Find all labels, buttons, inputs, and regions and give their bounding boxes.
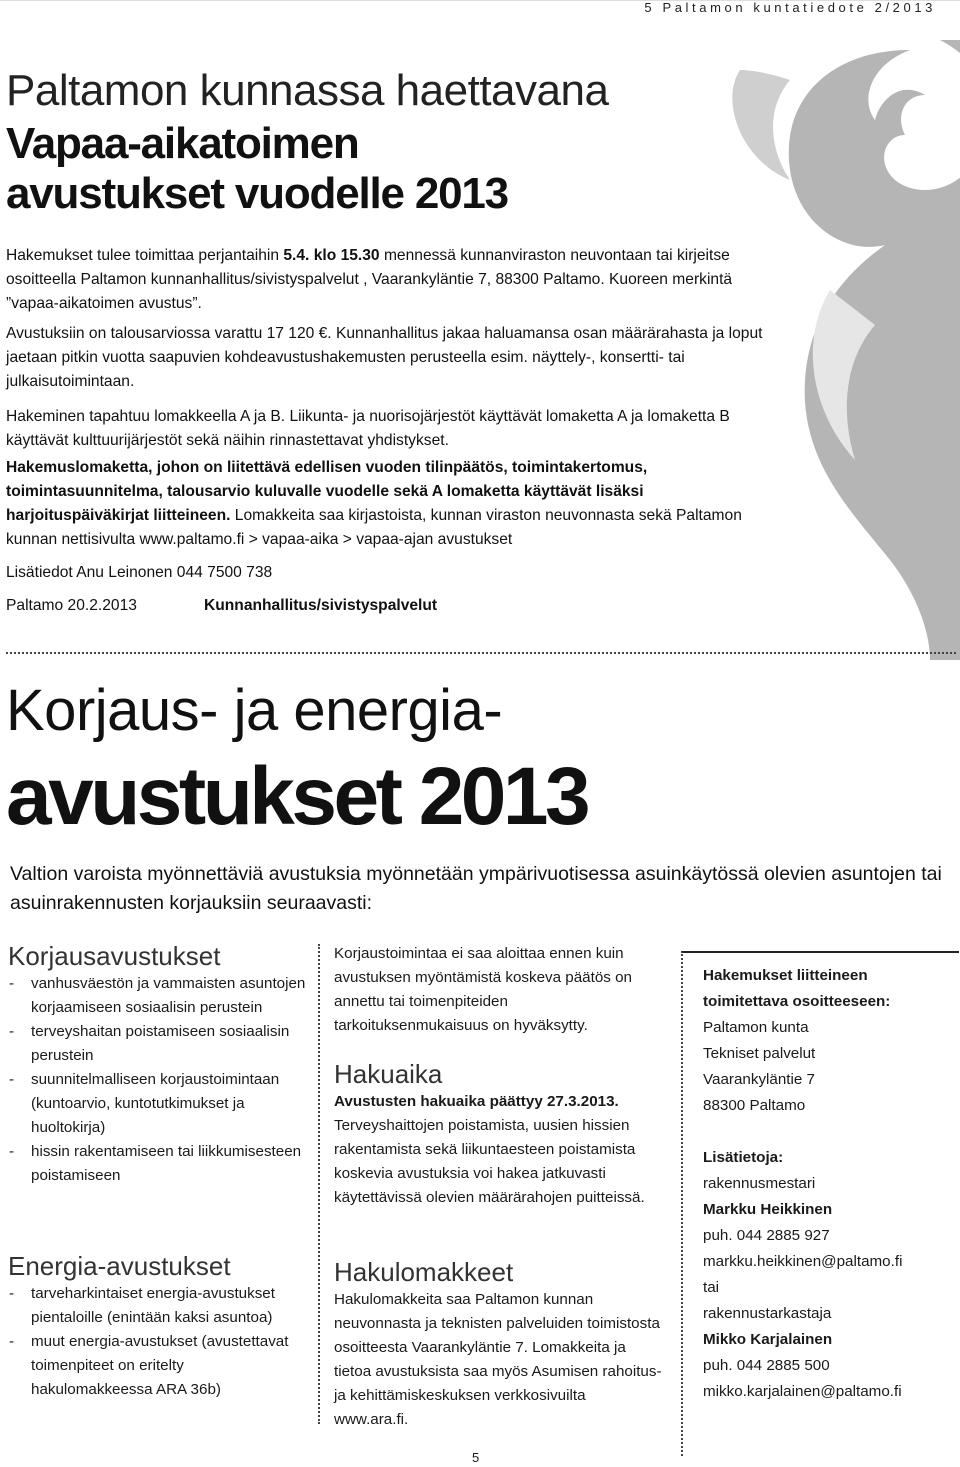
box-heading: Hakemukset liitteineen toimitettava osoitteeseen: (703, 967, 891, 1010)
article1-title-bold-line1: Vapaa-aikatoimen (6, 119, 359, 168)
list-item: - tarveharkintaiset energia-avustukset pientaloille (enintään kaksi asuntoa) (8, 1282, 308, 1330)
hakuaika-section (334, 1058, 664, 1210)
list-item: - hissin rakentamiseen tai liikkumisesteen poistamiseen (8, 1140, 308, 1188)
korjausavustukset-heading: Korjausavustukset (8, 941, 221, 971)
application-address-box (681, 951, 959, 1456)
box-address-line: Vaarankyläntie 7 (703, 1071, 816, 1088)
article1-paragraph-3: Hakeminen tapahtuu lomakkeella A ja B. Liikunta- ja nuorisojärjestöt käyttävät lomaketta A ja lomaketta B käyttävät kulttuurijärjestöt sekä näihin rinnastettavat yhdistykset. (6, 408, 730, 449)
hakulomakkeet-section (334, 1256, 664, 1432)
article1-title-light: Paltamon kunnassa haettavana (6, 66, 609, 115)
contact2-title: rakennustarkastaja (703, 1305, 832, 1322)
box-info-heading: Lisätietoja: (703, 1149, 784, 1166)
list-item: - suunnitelmalliseen korjaustoimintaan (kuntoarvio, kuntotutkimukset ja huoltokirja) (8, 1068, 308, 1140)
hakulomakkeet-heading: Hakulomakkeet (334, 1257, 514, 1287)
article1-contact: Lisätiedot Anu Leinonen 044 7500 738 (6, 564, 273, 581)
hakulomakkeet-text: Hakulomakkeita saa Paltamon kunnan neuvonnasta ja teknisten palveluiden toimistosta osoitteesta Vaarankyläntie 7. Lomakkeita ja tietoa avustuksista saa myös Asumisen rahoitus- ja kehittämiskeskuksen verkkosivuilta www.ara.fi. (334, 1291, 662, 1428)
running-header: 5 Paltamon kuntatiedote 2/2013 (644, 0, 936, 15)
energia-avustukset-section (8, 1250, 308, 1402)
article1-signature-org: Kunnanhallitus/sivistyspalvelut (204, 597, 438, 614)
article1-paragraph-2: Avustuksiin on talousarviossa varattu 17 120 €. Kunnanhallitus jakaa haluamansa osan määrärahasta ja loput jaetaan pitkin vuotta saapuvien kohdeavustushakemusten perusteella esim. näyttely-, konsertti- tai julkaisutoimintaan. (6, 325, 763, 390)
column-divider (318, 944, 320, 1424)
list-item: - terveyshaitan poistamiseen sosiaalisin perustein (8, 1020, 308, 1068)
article2-title-light: Korjaus- ja energia- (6, 678, 503, 743)
korjaustoiminta-note: Korjaustoimintaa ei saa aloittaa ennen kuin avustuksen myöntämistä koskeva päätös on annettu tai toimenpiteiden tarkoituksenmukaisuus on hyväksytty. (334, 945, 633, 1034)
hakuaika-text: Terveyshaittojen poistamista, uusien hissien rakentamista sekä liikuntaesteen poistamista koskevia avustuksia voi hakea jatkuvasti käytettävissä olevien määrärahojen puitteissä. (334, 1117, 645, 1206)
energia-avustukset-list (8, 1282, 308, 1402)
contact2-phone: puh. 044 2885 500 (703, 1357, 830, 1374)
box-address-line: Tekniset palvelut (703, 1045, 816, 1062)
contact2-name: Mikko Karjalainen (703, 1331, 833, 1348)
energia-avustukset-heading: Energia-avustukset (8, 1251, 231, 1281)
korjausavustukset-list (8, 972, 308, 1188)
article2-intro: Valtion varoista myönnettäviä avustuksia myönnetään ympärivuotisessa asuinkäytössä olevien asuntojen tai asuinrakennusten korjauksiin seuraavasti: (10, 863, 942, 914)
contact1-title: rakennusmestari (703, 1175, 816, 1192)
contact-or: tai (703, 1279, 720, 1296)
contact1-name: Markku Heikkinen (703, 1201, 833, 1218)
article1-paragraph-1: Hakemukset tulee toimittaa perjantaihin 5.4. klo 15.30 mennessä kunnanviraston neuvontaan tai kirjeitse osoitteella Paltamon kunnanhallitus/sivistyspalvelut , Vaarankyläntie 7, 88300 Paltamo. Kuoreen merkintä ”vapaa-aikatoimen avustus”. (6, 247, 733, 312)
article1-paragraph-4: Hakemuslomaketta, johon on liitettävä edellisen vuoden tilinpäätös, toimintakertomus, toimintasuunnitelma, talousarvio kuluvalle vuodelle sekä A lomaketta käyttävät lisäksi harjoituspäiväkirjat liitteineen. Lomakkeita saa kirjastoista, kunnan viraston neuvonnasta sekä Paltamon kunnan nettisivulta www.paltamo.fi > vapaa-aika > vapaa-ajan avustukset (6, 459, 742, 548)
hakuaika-deadline: Avustusten hakuaika päättyy 27.3.2013. (334, 1093, 619, 1110)
korjausavustukset-section (8, 940, 308, 1188)
article1-signature-date: Paltamo 20.2.2013 (6, 597, 137, 614)
section-divider (6, 652, 956, 654)
list-item: - vanhusväestön ja vammaisten asuntojen korjaamiseen sosiaalisin perustein (8, 972, 308, 1020)
list-item: - muut energia-avustukset (avustettavat toimenpiteet on eritelty hakulomakkeessa ARA 36b) (8, 1330, 308, 1402)
hakuaika-heading: Hakuaika (334, 1059, 443, 1089)
contact2-email: mikko.karjalainen@paltamo.fi (703, 1383, 902, 1400)
box-address-line: 88300 Paltamo (703, 1097, 806, 1114)
page-number: 5 (472, 1450, 480, 1465)
contact1-email: markku.heikkinen@paltamo.fi (703, 1253, 903, 1270)
article1-title-bold-line2: avustukset vuodelle 2013 (6, 169, 508, 218)
contact1-phone: puh. 044 2885 927 (703, 1227, 830, 1244)
article2-title-bold: avustukset 2013 (6, 751, 588, 842)
box-address-line: Paltamon kunta (703, 1019, 809, 1036)
